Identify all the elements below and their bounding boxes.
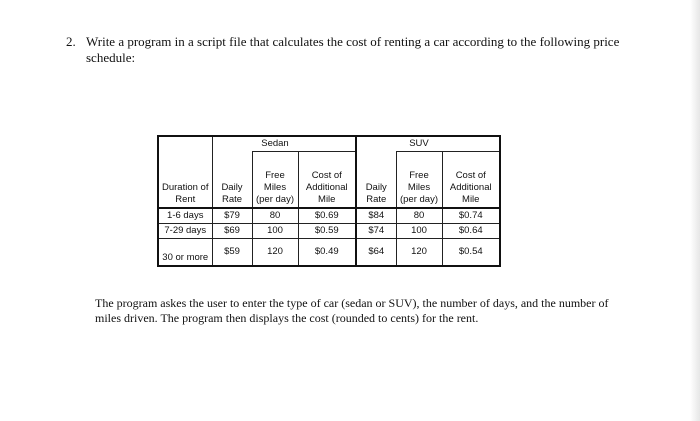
- row-2-sedan-additional: $0.59: [298, 223, 356, 238]
- row-1-suv-rate: $84: [356, 208, 396, 224]
- row-1-sedan-additional: $0.69: [298, 208, 356, 224]
- suv-free-miles-header: Free Miles (per day): [396, 152, 442, 208]
- row-1-sedan-free-miles: 80: [252, 208, 298, 224]
- row-1-suv-free-miles: 80: [396, 208, 442, 224]
- suv-group-spacer: [442, 136, 500, 152]
- row-1-duration: 1-6 days: [158, 208, 212, 224]
- row-3-suv-free-miles: 120: [396, 238, 442, 266]
- row-3-sedan-rate: $59: [212, 238, 252, 266]
- sedan-additional-mile-header: Cost of Additional Mile: [298, 152, 356, 208]
- suv-daily-rate-header: Daily Rate: [356, 152, 396, 208]
- duration-header: Duration of Rent: [158, 152, 212, 208]
- row-3-sedan-free-miles: 120: [252, 238, 298, 266]
- rental-price-table: [157, 135, 501, 267]
- suv-group-spacer: [356, 136, 396, 152]
- row-3-suv-rate: $64: [356, 238, 396, 266]
- suv-group-header: SUV: [396, 136, 442, 152]
- sedan-free-miles-header: Free Miles (per day): [252, 152, 298, 208]
- problem-text: Write a program in a script file that calculates the cost of renting a car according to the following price schedule:: [86, 34, 620, 65]
- row-3-sedan-additional: $0.49: [298, 238, 356, 266]
- row-1-suv-additional: $0.74: [442, 208, 500, 224]
- row-3-duration: 30 or more: [158, 238, 212, 266]
- row-1-sedan-rate: $79: [212, 208, 252, 224]
- row-2-suv-rate: $74: [356, 223, 396, 238]
- row-3-suv-additional: $0.54: [442, 238, 500, 266]
- sedan-group-header: Sedan: [252, 136, 298, 152]
- row-2-suv-free-miles: 100: [396, 223, 442, 238]
- problem-number: 2.: [66, 34, 76, 49]
- sedan-daily-rate-header: Daily Rate: [212, 152, 252, 208]
- row-2-sedan-free-miles: 100: [252, 223, 298, 238]
- row-2-duration: 7-29 days: [158, 223, 212, 238]
- page-edge-shadow: [690, 0, 700, 421]
- row-2-suv-additional: $0.64: [442, 223, 500, 238]
- corner-cell: [158, 136, 212, 152]
- sedan-group-spacer: [298, 136, 356, 152]
- suv-additional-mile-header: Cost of Additional Mile: [442, 152, 500, 208]
- row-2-sedan-rate: $69: [212, 223, 252, 238]
- program-description: The program askes the user to enter the type of car (sedan or SUV), the number of days, and the number of miles driven. The program then displays the cost (rounded to cents) for the rent.: [95, 296, 609, 325]
- sedan-group-spacer: [212, 136, 252, 152]
